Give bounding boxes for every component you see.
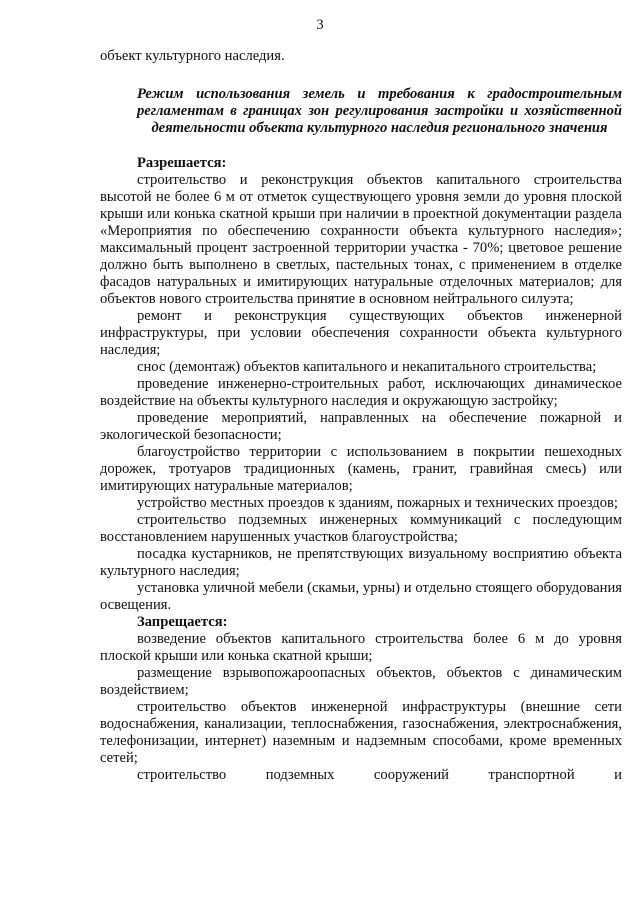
prohibited-item: возведение объектов капитального строительства более 6 м до уровня плоской крыши или конька скатной крыши; [100,631,622,664]
allowed-item: посадка кустарников, не препятствующих визуальному восприятию объекта культурного наследия; [100,546,622,579]
page-number: 3 [316,17,324,33]
allowed-item: строительство подземных инженерных коммуникаций с последующим восстановлением нарушенных участков благоустройства; [100,512,622,545]
section-heading: Режим использования земель и требования к градостроительным регламентам в границах зон регулирования застройки и хозяйственной деятельности объекта культурного наследия регионального значения [137,86,622,136]
allowed-item: строительство и реконструкция объектов капитального строительства высотой не более 6 м от отметок существующего уровня земли до уровня плоской крыши или конька скатной крыши при наличии в проектной документации раздела «Мероприятия по обеспечению сохранности объекта культурного наследия»; максимальный процент застроенной территории участка - 70%; цветовое решение должно быть выполнено в светлых, пастельных тонах, с применением в отделке фасадов натуральных и имитирующих натуральные отделочных материалов; для объектов нового строительства принятие в основном нейтрального силуэта; [100,172,622,307]
allowed-item: благоустройство территории с использованием в покрытии пешеходных дорожек, тротуаров традиционных (камень, гранит, гравийная смесь) или имитирующих натуральные материалов; [100,444,622,494]
prohibited-item: строительство объектов инженерной инфраструктуры (внешние сети водоснабжения, канализации, теплоснабжения, газоснабжения, электроснабжения, телефонизации, интернет) наземным и надземным способами, кроме временных сетей; [100,699,622,766]
allowed-item: снос (демонтаж) объектов капитального и некапитального строительства; [137,359,597,375]
allowed-item: установка уличной мебели (скамьи, урны) и отдельно стоящего оборудования освещения. [100,580,622,613]
prohibited-label: Запрещается: [137,614,228,630]
allowed-item: ремонт и реконструкция существующих объектов инженерной инфраструктуры, при условии обеспечения сохранности объекта культурного наследия; [100,308,622,358]
allowed-label: Разрешается: [137,155,227,171]
allowed-item: устройство местных проездов к зданиям, пожарных и технических проездов; [137,495,618,511]
intro-line: объект культурного наследия. [100,48,285,64]
allowed-item: проведение мероприятий, направленных на обеспечение пожарной и экологической безопасности; [100,410,622,443]
prohibited-item: размещение взрывопожароопасных объектов, объектов с динамическим воздействием; [100,665,622,698]
prohibited-item: строительство подземных сооружений транспортной и [137,767,622,783]
allowed-item: проведение инженерно-строительных работ, исключающих динамическое воздействие на объекты культурного наследия и окружающую застройку; [100,376,622,409]
document-body [100,48,622,784]
